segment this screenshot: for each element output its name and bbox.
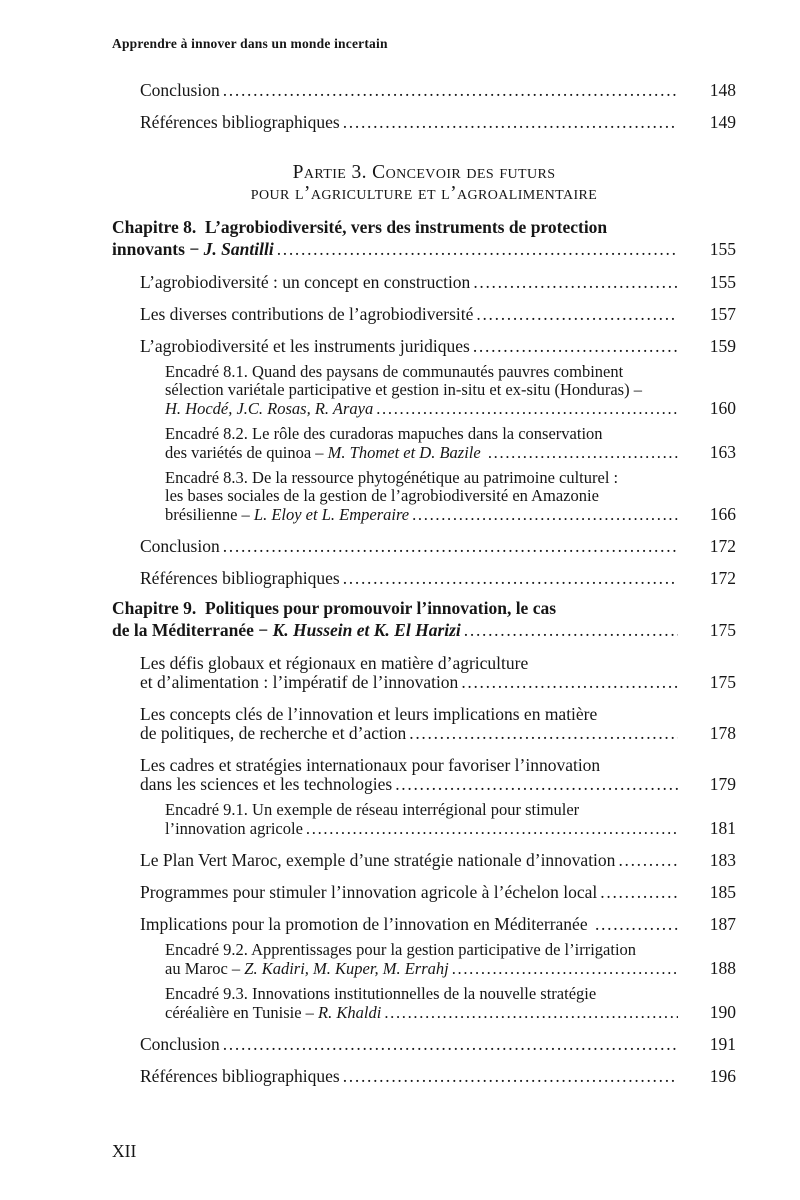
page-number: 190: [709, 1002, 736, 1022]
entry-text: [140, 915, 592, 934]
entry-line: [140, 915, 736, 934]
entry-title-segment: Conclusion: [140, 1034, 220, 1054]
entry-text: [165, 800, 579, 819]
page-number: 175: [709, 672, 736, 692]
entry-line: [165, 443, 736, 462]
page-number: 157: [709, 304, 736, 324]
entry-text: [140, 1067, 340, 1086]
entry-line: [140, 113, 736, 132]
entry-line: [165, 959, 736, 978]
entry-title-segment: Encadré 9.3. Innovations institutionnelles de la nouvelle stratégie: [165, 984, 597, 1003]
dot-leader: [595, 915, 678, 934]
entry-line: [140, 273, 736, 292]
entry-text: [140, 337, 470, 356]
entry-text: [165, 960, 449, 978]
entry-title-segment: des variétés de quinoa –: [165, 443, 328, 462]
dot-leader: [618, 851, 678, 870]
page-number: 149: [709, 112, 736, 132]
toc-entry: [112, 883, 736, 902]
page-number: 155: [709, 239, 736, 259]
toc-entry: [112, 216, 736, 260]
entry-title-segment: innovants −: [112, 239, 204, 259]
entry-line: [140, 1067, 736, 1086]
page-number: 175: [709, 620, 736, 640]
entry-text: [165, 362, 623, 381]
entry-title-segment: Références bibliographiques: [140, 1066, 340, 1086]
entry-title-segment: Chapitre 8. L’agrobiodiversité, vers des instruments de protection: [112, 217, 608, 237]
dot-leader: [343, 1067, 678, 1086]
entry-title-segment: Chapitre 9. Politiques pour promouvoir l’innovation, le cas: [112, 598, 557, 618]
part-heading-line: pour l’agriculture et l’agroalimentaire: [250, 183, 598, 204]
page-number: 148: [709, 80, 736, 100]
dot-leader: [343, 113, 678, 132]
entry-text: [140, 724, 406, 743]
dot-leader: [452, 960, 678, 978]
entry-line: [112, 619, 736, 641]
entry-text: [165, 424, 603, 443]
dot-leader: [376, 400, 678, 418]
author-name: K. Hussein et K. El Harizi: [272, 620, 461, 640]
toc-entry: [112, 537, 736, 556]
entry-title-segment: céréalière en Tunisie –: [165, 1003, 319, 1022]
entry-line: [140, 537, 736, 556]
page-number: 160: [709, 398, 736, 418]
entry-title-segment: Conclusion: [140, 80, 220, 100]
toc-entry: [112, 305, 736, 324]
entry-text: [112, 217, 607, 237]
toc-entry: [112, 469, 736, 524]
entry-line: [140, 305, 736, 324]
dot-leader: [223, 537, 678, 556]
entry-line: [140, 81, 736, 100]
entry-title-segment: Conclusion: [140, 536, 220, 556]
author-name: M. Thomet et D. Bazile: [327, 443, 485, 462]
entry-title-segment: Le Plan Vert Maroc, exemple d’une stratégie nationale d’innovation: [140, 850, 616, 870]
entry-title-segment: Les cadres et stratégies internationaux pour favoriser l’innovation: [140, 755, 601, 775]
toc-entry: [112, 113, 736, 132]
dot-leader: [343, 569, 678, 588]
entry-line: [112, 238, 736, 260]
entry-title-segment: Encadré 9.1. Un exemple de réseau interrégional pour stimuler: [165, 800, 580, 819]
entry-title-segment: Encadré 9.2. Apprentissages pour la gestion participative de l’irrigation: [165, 940, 637, 959]
dot-leader: [461, 673, 678, 692]
toc-entry: [112, 654, 736, 692]
entry-line: [165, 505, 736, 524]
toc-entry: [112, 569, 736, 588]
entry-line: [140, 724, 736, 743]
toc-entry: [112, 705, 736, 743]
entry-line: [140, 705, 736, 724]
entry-text: [165, 468, 618, 487]
toc-entry: [112, 425, 736, 462]
entry-text: [140, 704, 597, 724]
dot-leader: [306, 820, 678, 838]
dot-leader: [277, 238, 678, 260]
entry-title-segment: brésilienne –: [165, 505, 254, 524]
part-heading: [112, 162, 736, 204]
entry-title-segment: Les diverses contributions de l’agrobiodiversité: [140, 304, 474, 324]
page-number: 166: [709, 504, 736, 524]
entry-text: [165, 1004, 381, 1022]
entry-line: [165, 363, 736, 381]
toc-entry: [112, 81, 736, 100]
dot-leader: [476, 305, 678, 324]
author-name: L. Eloy et L. Emperaire: [253, 505, 410, 524]
toc-entry: [112, 756, 736, 794]
page-number: 155: [709, 272, 736, 292]
entry-text: [140, 851, 615, 870]
toc-entry: [112, 915, 736, 934]
entry-text: [140, 1035, 220, 1054]
dot-leader: [600, 883, 678, 902]
dot-leader: [223, 1035, 678, 1054]
entry-text: [165, 380, 642, 399]
entry-line: [165, 469, 736, 487]
page-number: 172: [709, 536, 736, 556]
toc-entry: [112, 273, 736, 292]
entry-text: [140, 883, 597, 902]
author-name: R. Khaldi: [318, 1003, 382, 1022]
entry-title-segment: L’agrobiodiversité : un concept en construction: [140, 272, 471, 292]
entry-line: [140, 673, 736, 692]
entry-text: [165, 984, 596, 1003]
page-number: 172: [709, 568, 736, 588]
entry-title-segment: Encadré 8.2. Le rôle des curadoras mapuches dans la conservation: [165, 424, 603, 443]
toc-list: [112, 81, 736, 1086]
toc-entry: [112, 337, 736, 356]
author-name: Z. Kadiri, M. Kuper, M. Errahj: [244, 959, 449, 978]
toc-entry: [112, 941, 736, 978]
entry-text: [140, 537, 220, 556]
author-name: J. Santilli: [203, 239, 274, 259]
entry-title-segment: Références bibliographiques: [140, 568, 340, 588]
entry-text: [165, 820, 303, 838]
running-head: Apprendre à innover dans un monde incertain: [112, 36, 388, 51]
entry-line: [140, 883, 736, 902]
page-number: 163: [709, 442, 736, 462]
entry-text: [165, 940, 636, 959]
entry-title-segment: L’agrobiodiversité et les instruments juridiques: [140, 336, 470, 356]
entry-title-segment: Encadré 8.3. De la ressource phytogénétique au patrimoine culturel :: [165, 468, 619, 487]
entry-text: [140, 653, 528, 673]
entry-line: [140, 1035, 736, 1054]
toc-entry: [112, 597, 736, 641]
page-number: 188: [709, 958, 736, 978]
toc-entry: [112, 363, 736, 418]
toc-entry: [112, 1067, 736, 1086]
toc-entry: [112, 985, 736, 1022]
entry-line: [140, 337, 736, 356]
entry-text: [112, 238, 274, 260]
entry-line: [165, 801, 736, 819]
entry-text: [165, 444, 485, 462]
page-number: 159: [709, 336, 736, 356]
entry-text: [112, 598, 556, 618]
entry-line: [112, 216, 736, 238]
entry-text: [165, 486, 599, 505]
entry-title-segment: Les défis globaux et régionaux en matière d’agriculture: [140, 653, 529, 673]
entry-text: [140, 305, 473, 324]
entry-line: [165, 819, 736, 838]
toc-entry: [112, 1035, 736, 1054]
entry-text: [140, 755, 600, 775]
entry-title-segment: l’innovation agricole: [165, 819, 303, 838]
page-number: 179: [709, 774, 736, 794]
entry-text: [140, 81, 220, 100]
entry-text: [165, 506, 409, 524]
entry-title-segment: Implications pour la promotion de l’innovation en Méditerranée: [140, 914, 592, 934]
page-number: 187: [709, 914, 736, 934]
page-number: 178: [709, 723, 736, 743]
entry-text: [140, 673, 458, 692]
entry-title-segment: dans les sciences et les technologies: [140, 774, 393, 794]
dot-leader: [412, 506, 678, 524]
dot-leader: [223, 81, 678, 100]
toc-entry: [112, 851, 736, 870]
entry-line: [165, 985, 736, 1003]
entry-line: [140, 654, 736, 673]
entry-title-segment: au Maroc –: [165, 959, 245, 978]
entry-title-segment: et d’alimentation : l’impératif de l’innovation: [140, 672, 459, 692]
entry-line: [165, 381, 736, 399]
entry-line: [112, 597, 736, 619]
entry-line: [165, 487, 736, 505]
entry-text: [112, 619, 461, 641]
entry-title-segment: Références bibliographiques: [140, 112, 340, 132]
dot-leader: [488, 444, 678, 462]
author-name: H. Hocdé, J.C. Rosas, R. Araya: [165, 399, 374, 418]
entry-line: [140, 756, 736, 775]
dot-leader: [409, 724, 678, 743]
page-number: 181: [709, 818, 736, 838]
entry-line: [140, 569, 736, 588]
entry-title-segment: sélection variétale participative et gestion in-situ et ex-situ (Honduras) –: [165, 380, 642, 399]
entry-line: [140, 851, 736, 870]
entry-text: [140, 569, 340, 588]
toc-entry: [112, 801, 736, 838]
entry-text: [140, 113, 340, 132]
entry-line: [165, 941, 736, 959]
dot-leader: [473, 337, 678, 356]
entry-line: [165, 399, 736, 418]
dot-leader: [464, 619, 678, 641]
entry-line: [140, 775, 736, 794]
entry-title-segment: Encadré 8.1. Quand des paysans de communautés pauvres combinent: [165, 362, 624, 381]
entry-text: [140, 273, 470, 292]
dot-leader: [473, 273, 678, 292]
entry-title-segment: de politiques, de recherche et d’action: [140, 723, 407, 743]
entry-title-segment: les bases sociales de la gestion de l’agrobiodiversité en Amazonie: [165, 486, 599, 505]
entry-text: [140, 775, 392, 794]
entry-line: [165, 425, 736, 443]
page-number: 185: [709, 882, 736, 902]
entry-text: [165, 400, 373, 418]
entry-line: [165, 1003, 736, 1022]
page-number: 196: [709, 1066, 736, 1086]
page-number: 191: [709, 1034, 736, 1054]
entry-title-segment: de la Méditerranée −: [112, 620, 273, 640]
entry-title-segment: Les concepts clés de l’innovation et leurs implications en matière: [140, 704, 598, 724]
dot-leader: [395, 775, 678, 794]
folio-page-number: XII: [112, 1141, 137, 1161]
entry-title-segment: Programmes pour stimuler l’innovation agricole à l’échelon local: [140, 882, 598, 902]
page-number: 183: [709, 850, 736, 870]
part-heading-line: Partie 3. Concevoir des futurs: [292, 162, 556, 183]
dot-leader: [384, 1004, 678, 1022]
